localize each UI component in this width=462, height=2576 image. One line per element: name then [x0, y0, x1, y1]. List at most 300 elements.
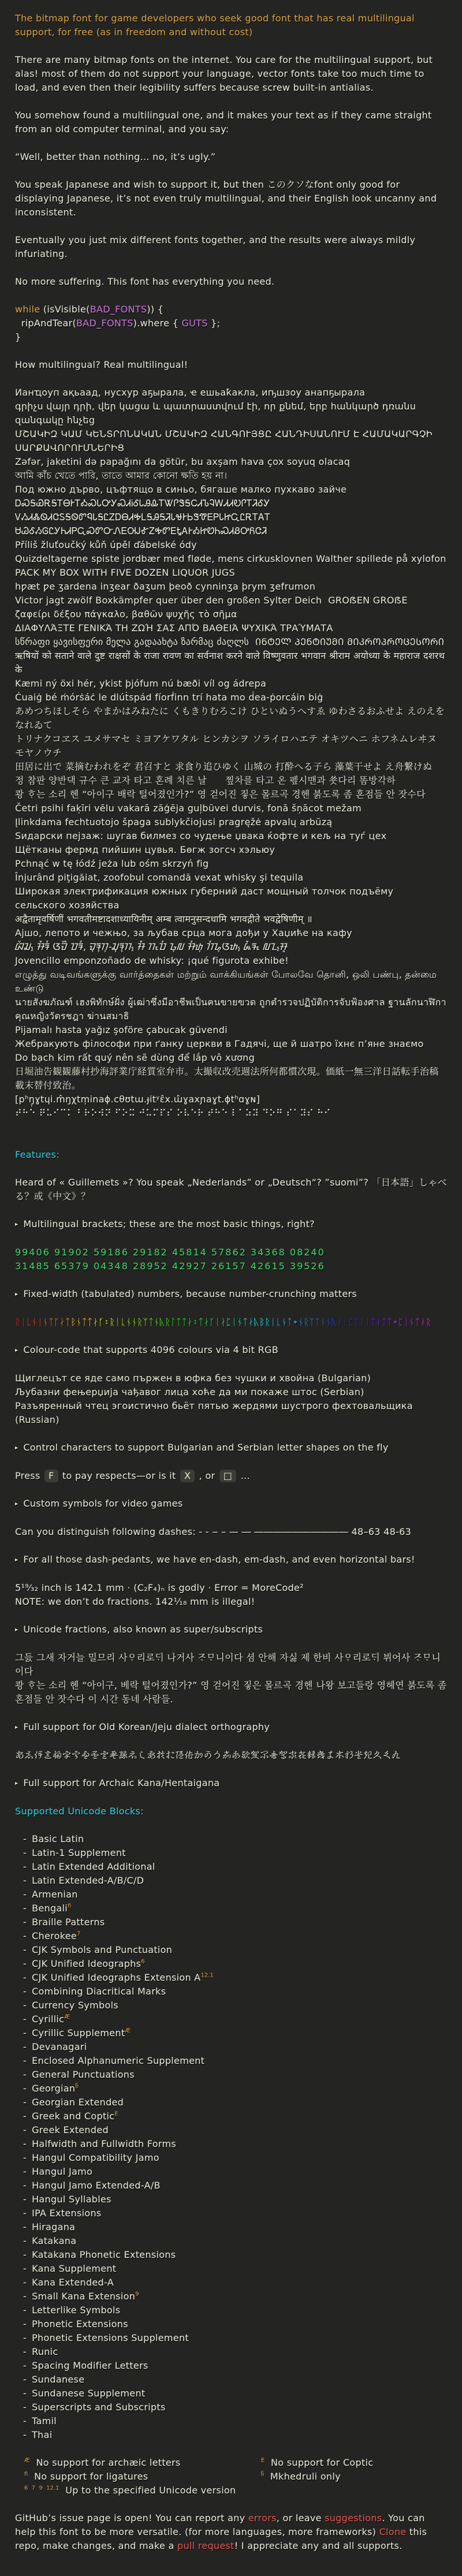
text-span: 5¹⁹⁄₃₂ inch is 142.1 mm · (C₂F₄)ₙ is godly · Error = MoreCode²: [15, 1582, 304, 1593]
pangram-line: [15, 815, 447, 829]
pangram-line: [15, 788, 447, 801]
list-dash: -: [23, 2346, 27, 2357]
rune-glyph: ᚱ: [264, 1317, 271, 1328]
pangram-line: [15, 1106, 447, 1120]
rune-glyph: ᛅ: [187, 1317, 193, 1328]
link[interactable]: pull request: [177, 2540, 234, 2551]
rune-glyph: ᚳ: [120, 1317, 126, 1328]
list-dash: -: [23, 2194, 27, 2205]
text-span: Phonetic Extensions Supplement: [32, 2332, 189, 2343]
unicode-block-item: [15, 2179, 447, 2193]
rune-glyph: ᛁ: [114, 1317, 121, 1328]
rune-glyph: ᛈ: [226, 1317, 232, 1328]
feature-bullet-item: [15, 1343, 447, 1358]
text-span: 쾅 ᄒᆞ는 소리 헨 “아이구 배락 털어졌인가?” 영 걷어진 짛은 몰르곡 경헨 붉도록 좀 혼점들 안 잣수다: [15, 789, 426, 800]
text-span: The bitmap font for game developers who seek good font that has real multilingual support, for free (as in freedom and without cost): [15, 13, 418, 38]
text-span: আমি কাঁচ খেতে পারি, তাতে আমার কোনো ক্ষতি হয় না।: [15, 470, 228, 481]
text-span: Įlinkdama fechtuotojo špaga sublykčiojusi pragręžė apvalų arbūzą: [15, 817, 333, 827]
paragraph: [15, 233, 447, 261]
blank-line: [15, 1762, 447, 1776]
blank-line: [15, 95, 447, 109]
unicode-block-item: [15, 2151, 447, 2165]
rune-glyph: ᚱ: [109, 1317, 115, 1328]
text-span: NOTE: we don’t do fractions. 142¹⁄₁₈ mm is illegal!: [15, 1596, 255, 1607]
unicode-block-item: [15, 2248, 447, 2262]
text-span: . You can help this font to be more versatile. (for more languages, more frameworks): [15, 2512, 429, 2537]
keycap-icon: □: [219, 1470, 236, 1482]
text-span: 31485 65379 04348 28952 42927 26157 42615 39526: [15, 1261, 325, 1272]
text-span: ζαφείρι δέξου πάγκαλο, βαθῶν ψυχῆς τὸ σῆμα: [15, 609, 237, 620]
unicode-block-item: [15, 2137, 447, 2151]
text-span: CJK Unified Ideographs Extension A: [32, 1972, 201, 1983]
bullet-triangle-icon: ▸: [15, 1347, 18, 1354]
text-span: You speak Japanese and wish to support it, but then このクソなfont only good for displaying Japanese, it’s not even truly multilingual, and their English look uncanny and inconsistent.: [15, 179, 440, 218]
paragraph: [15, 275, 447, 289]
text-span: Cyrillic Supplement: [32, 2027, 125, 2038]
text-span: ՄՇԱԿԻԶ ԿԱՄ ԿԵՆՏՐՈՆԱԿԱՆ ՄՇԱԿԻԶ ՀԱՆԳՈՒՅՑԸ ՀԱՆԴԻՍԱՆՈՒՄ Է ՀԱՄԱԿԱՐԳՉԻ ՍԱՐՔԱՎՈՐՈՒՄՆԵՐԻՑ: [15, 428, 436, 453]
link[interactable]: Clone: [379, 2526, 407, 2537]
rune-glyph: ᛁ: [20, 1317, 27, 1328]
text-span: Halfwidth and Fullwidth Forms: [32, 2138, 176, 2149]
blank-line: [15, 1329, 447, 1343]
link[interactable]: suggestions: [325, 2512, 382, 2523]
text-span: ᎠᏍᎦᏯᎡᎦᎢᎾᎨᎢᎣᏍᏓᎤᎩᏍᏗᎥᎴᏓᎯᎲᎢᏔᎵᏕᎦᏟᏗᏖᎸᎳᏗᏗᎧᎵᎢᏘᎴᎩ ᏙᏱᏗᏜᏫᏗᏣᏚᎦᏫᏛᏄᏓᎦᏝᏃᎠᎾᏗᎭᏞᎦᎯᎦᏘᏓᏠᎨᏏᏕᏡᎬᏢᏓᏥᏩᏝᎡᎢᎪᎢ ᏌᏊᎴᏱᎶᏝᎩᏂᏗᏢᏩᏍᏛᏅᏁᎬᎺᎫᎹᏃᎭᏛᎬᎿᎪᎨᎣᏥᏬᏂᏍᏗᏰᎤᏲᏣᏘ: [15, 498, 274, 536]
text-span: Press: [15, 1470, 43, 1481]
text-span: Příliš žluťoučký kůň úpěl ďábelské ódy: [15, 539, 197, 550]
rune-glyph: ᛏ: [414, 1317, 420, 1328]
text-span: CJK Symbols and Punctuation: [32, 1944, 173, 1955]
text-span: Жебракують філософи при ґанку церкви в Гадячі, ще й шатро їхнє п’яне знаємо: [15, 1038, 424, 1049]
blank-line: [15, 1609, 447, 1623]
pangram-line: [15, 538, 447, 552]
text-span: IPA Extensions: [32, 2208, 102, 2219]
list-dash: -: [23, 2402, 27, 2413]
rune-glyph: ᛁ: [403, 1317, 409, 1328]
blank-line: [15, 1162, 447, 1176]
rune-glyph: ᛏ: [286, 1317, 293, 1328]
text-span: How multilingual? Real multilingual!: [15, 359, 188, 370]
paragraph: [15, 1525, 447, 1539]
text-span: Phonetic Extensions: [32, 2318, 128, 2329]
list-dash: -: [23, 2318, 27, 2329]
unicode-block-item: [15, 2290, 447, 2303]
text-span: 𛀂𛀅𛀇𛀈𛀉𛀊𛀋𛀌𛀍𛀎𛀏𛀐𛀑𛀒𛀓𛀔𛀕𛀖𛀗𛀘𛀙𛀚𛀛𛀜𛀝𛀞𛀟𛀠𛀡𛀢𛀣𛀤𛀥𛀦𛀧𛀨𛀩𛀪𛀫𛀬𛀭: [15, 1750, 401, 1761]
pangram-line: [15, 483, 447, 497]
pangram-line: [15, 1051, 447, 1065]
rune-glyph: ᚾ: [281, 1317, 287, 1328]
unicode-blocks-heading: [15, 1805, 447, 1818]
text-span: Под южно дърво, цъфтящо в синьо, бягаше малко пухкаво зайче: [15, 484, 347, 495]
text-span: Unicode fractions, also known as super/subscripts: [23, 1624, 263, 1635]
pangram-line: [15, 996, 447, 1023]
text-span: Combining Diacritical Marks: [32, 1986, 166, 1997]
unicode-block-item: [15, 2220, 447, 2234]
pangram-line: [15, 427, 447, 455]
blank-line: [15, 1455, 447, 1469]
unicode-block-item: [15, 1929, 447, 1943]
unicode-block-item: [15, 2303, 447, 2317]
rune-glyph: ᛏ: [198, 1317, 204, 1328]
text-span: Latin Extended-A/B/C/D: [32, 1875, 144, 1886]
rune-glyph: ᛁ: [359, 1317, 365, 1328]
text-span: ).where {: [133, 318, 182, 329]
text-span: Armenian: [32, 1889, 78, 1900]
text-span: Currency Symbols: [32, 2000, 118, 2011]
pangram-line: [15, 469, 447, 483]
rune-glyph: ᛒ: [259, 1317, 265, 1328]
text-span: Small Kana Extension: [32, 2291, 136, 2302]
code-line: [15, 303, 447, 316]
unicode-block-item: [15, 2082, 447, 2096]
text-span: Pchnąć w tę łódź jeża lub ośm skrzyń fig: [15, 858, 209, 869]
list-dash: -: [23, 2208, 27, 2219]
feature-bullet-item: [15, 1217, 447, 1232]
tabular-numbers-line: [15, 1259, 447, 1273]
rune-glyph: ᛁ: [231, 1317, 237, 1328]
pangram-line: [15, 400, 447, 427]
pangram-line: [15, 594, 447, 607]
text-span: Hangul Compatibility Jamo: [32, 2152, 159, 2163]
pangram-line: [15, 774, 447, 788]
list-dash: -: [23, 2055, 27, 2066]
features-heading: [15, 1148, 447, 1162]
rune-glyph: ᛅ: [220, 1317, 226, 1328]
unicode-block-item: [15, 2331, 447, 2345]
pangram-line: [15, 968, 447, 996]
text-span: No more suffering. This font has everything you need.: [15, 276, 275, 287]
footnote-marker: fi: [24, 2471, 28, 2478]
feature-bullet-item: [15, 1623, 447, 1637]
unicode-block-item: [15, 1846, 447, 1860]
text-span: Sundanese: [32, 2374, 85, 2385]
rune-glyph: ᚾ: [126, 1317, 132, 1328]
text-span: 정 참판 양반댁 규수 큰 교자 타고 혼례 치른 날 찦차를 타고 온 펲시맨과 쑛다리 똠방각하: [15, 775, 396, 786]
rune-glyph: ᛁ: [342, 1317, 348, 1328]
feature-bullet-item: [15, 1497, 447, 1511]
page-title: [15, 12, 447, 39]
text-span: , or: [196, 1470, 218, 1481]
pangram-line: [15, 580, 447, 594]
rune-glyph: ᛉ: [309, 1317, 315, 1328]
blank-line: [15, 372, 447, 386]
text-span: Thai: [32, 2429, 53, 2440]
blank-line: [15, 2442, 447, 2456]
list-dash: -: [23, 2097, 27, 2108]
blank-line: [15, 2497, 447, 2511]
bullet-triangle-icon: ▸: [15, 1780, 18, 1787]
footnote: [15, 2484, 447, 2497]
list-dash: -: [23, 2138, 27, 2149]
footnote-marker: E: [260, 2457, 265, 2464]
list-dash: -: [23, 2083, 27, 2094]
unicode-block-item: [15, 1943, 447, 1957]
rune-glyph: ᛏ: [65, 1317, 71, 1328]
unicode-block-item: [15, 2206, 447, 2220]
blank-line: [15, 289, 447, 303]
text-span: Hangul Syllables: [32, 2194, 111, 2205]
footnote: [24, 2470, 261, 2484]
text-span: Cyrillic: [32, 2014, 65, 2025]
rune-glyph: ᚾ: [298, 1317, 304, 1328]
bullet-triangle-icon: ▸: [15, 1557, 18, 1563]
rune-glyph: ᚴ: [209, 1317, 215, 1328]
blank-line: [15, 164, 447, 178]
pangram-line: [15, 843, 447, 857]
rune-glyph: ᚱ: [137, 1317, 143, 1328]
text-span: hƿæt ƿe ʒardena inʒear ðaʒum þeoð cynninʒa þrym ʒefrumon: [15, 581, 316, 592]
text-span: [pʰŋ̩ɣtɥi.m̂ŋχtm̩inaɸ.cθʊtɯ.ɟitʸɛ̂x.ɯ̂ɣaxɲaɣt.ɸtʰɑɣɴ]: [15, 1094, 260, 1105]
paragraph: [15, 1581, 447, 1595]
rune-glyph: ᛅ: [337, 1317, 342, 1328]
unicode-block-item: [15, 1971, 447, 1985]
text-span: Latin-1 Supplement: [32, 1847, 126, 1858]
rune-glyph: ᛁ: [364, 1317, 370, 1328]
pangram-line: [15, 857, 447, 871]
list-dash: -: [23, 1986, 27, 1997]
code-line: [15, 330, 447, 344]
paragraph: [15, 1176, 447, 1203]
list-dash: -: [23, 2041, 27, 2052]
text-span: 쾅 ᄒᆞ는 소리 헨 “아이구, 베락 털어졌인가?” 영 걷어진 짛은 몰르곡 경헨 나왕 보고들랑 영헤연 붉도록 좀 혼점들 안 잣수다 이 시간 동네 사람들.: [15, 1680, 450, 1705]
list-dash: -: [23, 1861, 27, 1872]
code-line: [15, 316, 447, 330]
list-dash: -: [23, 2332, 27, 2343]
rune-glyph: ᛁ: [214, 1317, 221, 1328]
text-span: to pay respects—or is it: [59, 1470, 180, 1481]
rune-glyph: ᛬: [103, 1317, 110, 1328]
list-dash: -: [23, 1847, 27, 1858]
unicode-block-item: [15, 2012, 447, 2026]
text-span: No support for Coptic: [264, 2457, 374, 2468]
rune-glyph: ᛬: [192, 1317, 199, 1328]
text-span: “Well, better than nothing… no, it’s ugly.”: [15, 151, 216, 162]
paragraph: [15, 2511, 447, 2553]
unicode-block-item: [15, 2262, 447, 2276]
rune-glyph: ᛏ: [381, 1317, 387, 1328]
text-span: Enclosed Alphanumeric Supplement: [32, 2055, 205, 2066]
text-span: Letterlike Symbols: [32, 2305, 121, 2316]
text-span: ⠞⠓⠑ ⠟⠥⠊⠉⠅ ⠃⠗⠕⠺⠝ ⠋⠕⠭ ⠚⠥⠍⠏⠎ ⠕⠧⠑⠗ ⠞⠓⠑ ⠇⠁⠵⠽ ⠙⠕⠛ ⠎⠁⠽⠎ ⠓⠊: [15, 1108, 331, 1119]
text-span: Kana Extended-A: [32, 2277, 114, 2288]
blank-line: [15, 1511, 447, 1525]
rune-glyph: ᚾ: [320, 1317, 326, 1328]
footnote-marker: Æ: [125, 2027, 131, 2034]
list-dash: -: [23, 1875, 27, 1886]
text-span: Georgian Extended: [32, 2097, 124, 2108]
pangram-line: [15, 926, 447, 940]
footnote-row: [15, 2470, 447, 2484]
text-span: You somehow found a multilingual one, and it makes your text as if they came straight from an old computer terminal, and you say:: [15, 110, 435, 135]
text-span: Devanagari: [32, 2041, 87, 2052]
pangram-line: [15, 1037, 447, 1051]
text-span: Katakana: [32, 2235, 77, 2246]
list-dash: -: [23, 2277, 27, 2288]
footnote: [261, 2470, 447, 2484]
unicode-block-item: [15, 2123, 447, 2137]
text-span: Ајшо, лепото и чежњо, за љубав срца мога дођи у Хаџиће на кафу: [15, 927, 352, 938]
rune-glyph: ᛁ: [270, 1317, 276, 1328]
unicode-block-item: [15, 1999, 447, 2012]
text-span: Quizdeltagerne spiste jordbær med fløde, mens cirkusklovnen Walther spillede på xylofon: [15, 553, 446, 564]
text-span: 99406 91902 59186 29182 45814 57862 34368 08240: [15, 1247, 325, 1258]
pangram-line: [15, 607, 447, 621]
text-span: ΔΙΑΦΥΛΆΞΤΕ ΓΕΝΙΚΆ ΤΗ ΖΩΉ ΣΑΣ ΑΠΌ ΒΑΘΕΙΆ ΨΥΧΙΚΆ ΤΡΑΎΜΑΤΑ: [15, 622, 333, 633]
text-span: Runic: [32, 2346, 58, 2357]
text-span: Up to the specified Unicode version: [59, 2485, 236, 2496]
text-span: Широкая электрификация южных губерний даст мощный толчок подъёму сельского хозяйства: [15, 886, 397, 911]
blank-line: [15, 136, 447, 150]
text-span: Jovencillo emponzoñado de whisky: ¡qué figurota exhibe!: [15, 955, 289, 966]
text-span: Hangul Jamo: [32, 2166, 93, 2177]
rune-glyph: ᛅ: [248, 1317, 254, 1328]
list-dash: -: [23, 2415, 27, 2426]
text-span: Victor jagt zwölf Boxkämpfer quer über den großen Sylter Deich GROẞEN GROẞE: [15, 595, 408, 606]
unicode-block-item: [15, 2359, 447, 2373]
feature-bullet-item: [15, 1553, 447, 1567]
unicode-block-item: [15, 2026, 447, 2040]
footnote-marker: 6 7 9 12.1: [24, 2485, 59, 2492]
rune-glyph: ᛒ: [70, 1317, 76, 1328]
bullet-triangle-icon: ▸: [15, 1291, 18, 1298]
list-dash: -: [23, 1944, 27, 1955]
text-span: Katakana Phonetic Extensions: [32, 2249, 176, 2260]
bullet-triangle-icon: ▸: [15, 1221, 18, 1228]
text-span: Custom symbols for video games: [23, 1498, 183, 1509]
pangram-line: [15, 566, 447, 580]
text-span: PACK MY BOX WITH FIVE DOZEN LIQUOR JUGS: [15, 567, 235, 578]
pangram-line: [15, 885, 447, 912]
feature-bullet-item: [15, 1776, 447, 1791]
feature-bullet-item: [15, 1441, 447, 1455]
text-span: Multilingual brackets; these are the most basic things, right?: [23, 1218, 315, 1229]
link[interactable]: errors: [248, 2512, 277, 2523]
blank-line: [15, 219, 447, 233]
rune-glyph: ᛏ: [386, 1317, 393, 1328]
text-span: Braille Patterns: [32, 1917, 105, 1928]
blank-line: [15, 1302, 447, 1315]
list-dash: -: [23, 2263, 27, 2274]
list-dash: -: [23, 2429, 27, 2440]
rune-glyph: ᛁ: [37, 1317, 43, 1328]
paragraph: [15, 1399, 447, 1427]
list-dash: -: [23, 2291, 27, 2302]
blank-line: [15, 1120, 447, 1134]
rune-glyph: ᚱ: [303, 1317, 310, 1328]
rune-glyph: ᛚ: [170, 1317, 176, 1328]
bullet-triangle-icon: ▸: [15, 1445, 18, 1451]
paragraph: [15, 150, 447, 164]
pangram-line: [15, 829, 447, 843]
text-span: Разъяренный чтец эгоистично бьёт пятью жердями шустрого фехтовальщика (Russian): [15, 1400, 416, 1425]
text-span: Greek and Coptic: [32, 2111, 115, 2122]
unicode-block-item: [15, 2276, 447, 2290]
text-span: Spacing Modifier Letters: [32, 2360, 148, 2371]
list-dash: -: [23, 2180, 27, 2191]
pangram-line: [15, 940, 447, 954]
unicode-block-item: [15, 2040, 447, 2054]
rune-glyph: ᛅ: [59, 1317, 65, 1328]
rune-glyph: ᛈ: [348, 1317, 354, 1328]
text-span: while: [15, 304, 40, 315]
bullet-triangle-icon: ▸: [15, 1724, 18, 1731]
footnote-marker: Æ: [24, 2457, 30, 2464]
footnote: [261, 2456, 447, 2470]
rune-glyph: ᛈ: [398, 1317, 404, 1328]
pangram-line: [15, 635, 447, 649]
list-dash: -: [23, 1917, 27, 1928]
text-span: Georgian: [32, 2083, 76, 2094]
blank-line: [15, 1791, 447, 1805]
text-span: Zəfər, jaketini də papağını da götür, bu axşam hava çox soyuq olacaq: [15, 456, 351, 467]
text-span: Features:: [15, 1149, 59, 1160]
unicode-block-item: [15, 2400, 447, 2414]
paragraph: [15, 358, 447, 372]
paragraph: [15, 1749, 447, 1762]
rune-glyph: ᛭: [292, 1317, 299, 1328]
list-dash: -: [23, 2388, 27, 2399]
rune-glyph: ᚾ: [76, 1317, 82, 1328]
text-span: Înjurând piţigăiat, zoofobul comandă vexat whisky şi tequila: [15, 872, 304, 883]
rune-glyph: ᚱ: [165, 1317, 171, 1328]
text-span: BAD_FONTS: [90, 304, 147, 315]
pangram-line: [15, 691, 447, 704]
text-span: Control characters to support Bulgarian and Serbian letter shapes on the fly: [23, 1442, 389, 1453]
footnote-marker: fi: [68, 1903, 72, 1910]
unicode-block-item: [15, 1985, 447, 1999]
rune-glyph: ᛏ: [181, 1317, 187, 1328]
blank-line: [15, 1273, 447, 1287]
unicode-block-item: [15, 2317, 447, 2331]
text-span: BAD_FONTS: [76, 318, 133, 329]
text-span: Can you distinguish following dashes: - ‐ ‒ – — ― ―――――――――― 48–63 48-63: [15, 1526, 412, 1537]
list-dash: -: [23, 2305, 27, 2316]
footnote-marker: E: [114, 2111, 118, 2118]
paragraph: [15, 109, 447, 136]
unicode-block-item: [15, 2096, 447, 2109]
text-span: (isVisible(: [40, 304, 90, 315]
text-span: Fixed-width (tabulated) numbers, because number-crunching matters: [23, 1288, 357, 1299]
footnote-marker: Æ: [64, 2014, 70, 2020]
text-span: CJK Unified Ideographs: [32, 1958, 141, 1969]
text-span: Colour-code that supports 4096 colours via 4 bit RGB: [23, 1344, 278, 1355]
paragraph: [15, 1371, 447, 1385]
rune-glyph: ᛏ: [81, 1317, 87, 1328]
text-span: Щиглецът се яде само пържен в юфка без чушки и хвойна (Bulgarian): [15, 1373, 371, 1384]
rune-glyph: ᛏ: [87, 1317, 93, 1328]
text-span: ᮘᮨᮎ᮪ ᮞᮩᮛᮤ ᮃᮙᮨᮀ ᮕᮛᮤ, ᮙᮥᮛᮥᮊᮥ-ᮎᮥᮛᮥᮊ᮪ ᮞᮩ ᮊᮧᮕᮤ ᮌᮥᮜ ᮞᮤᮒᮥ ᮊᮤᮐᮥᮃᮒ᮪ ᮏᮩᮛᮧ ᮜᮔ᮪ᮞᮣ: [15, 941, 288, 952]
rune-glyph: ᛅ: [375, 1317, 382, 1328]
list-dash: -: [23, 1930, 27, 1941]
list-dash: -: [23, 1958, 27, 1969]
pangram-line: [15, 871, 447, 885]
list-dash: -: [23, 2069, 27, 2080]
rune-glyph: ᛏ: [176, 1317, 182, 1328]
unicode-block-item: [15, 1902, 447, 1915]
list-dash: -: [23, 1833, 27, 1844]
paragraph: [15, 1385, 447, 1399]
rune-glyph: ᚱ: [15, 1317, 21, 1328]
text-span: トリナクコヱス ユメサマセ ミヨアケワタル ヒンカシヲ ソライロハエテ オキツヘニ ホフネムレヰヌ モヤノウチ: [15, 733, 440, 758]
unicode-block-item: [15, 2373, 447, 2387]
rune-glyph: ᛏ: [314, 1317, 321, 1328]
rune-glyph: ᚾ: [409, 1317, 415, 1328]
blank-line: [15, 1203, 447, 1217]
text-span: Četri psihi faķīri vēlu vakarā zāģēja guļbūvei durvis, fonā šņācot mežam: [15, 803, 362, 814]
text-span: this repo, make changes, and make a: [15, 2526, 430, 2551]
blank-line: [15, 261, 447, 275]
paragraph: [15, 1679, 450, 1706]
paragraph: [15, 53, 447, 95]
